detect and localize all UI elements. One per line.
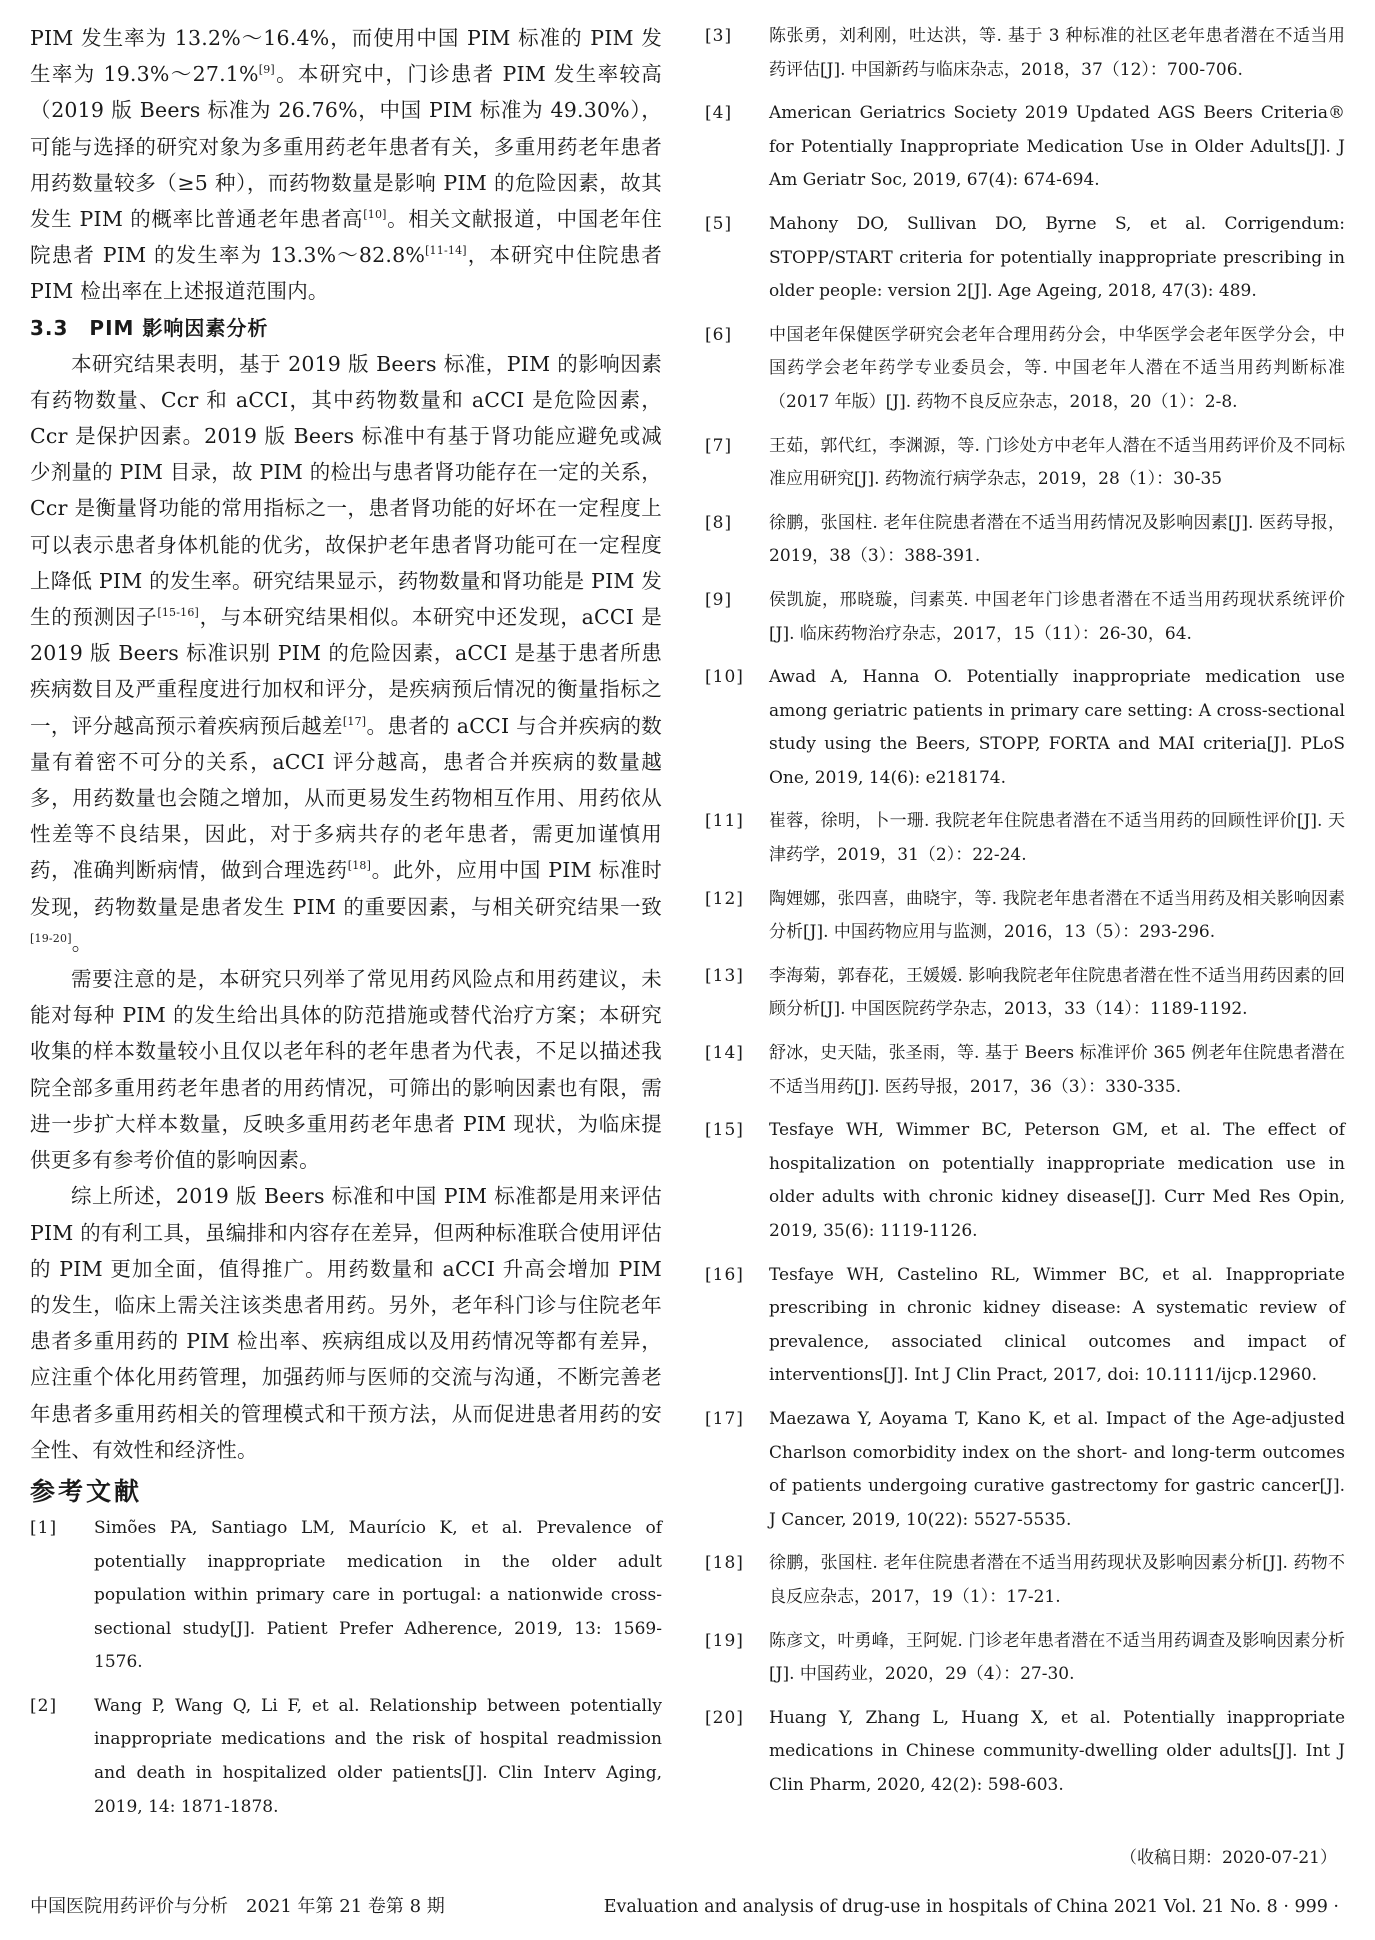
reference-item [705,97,1345,198]
citation: [17] [342,714,367,728]
reference-list-right [705,20,1345,1803]
reference-text: 陈彦文，叶勇峰，王阿妮. 门诊老年患者潜在不适当用药调查及影响因素分析[J]. 中国药业，2020，29（4）：27-30. [769,1630,1345,1685]
reference-text: 陈张勇，刘利刚，吐达洪，等. 基于 3 种标准的社区老年患者潜在不适当用药评估[J]. 中国新药与临床杂志，2018，37（12）：700-706. [769,26,1345,80]
reference-item [705,1547,1345,1614]
reference-list-left [30,1512,662,1824]
reference-number: [6] [705,324,733,345]
reference-item [705,805,1345,872]
reference-item [705,584,1345,651]
citation: [15-16] [157,606,200,620]
reference-number: [16] [705,1264,744,1285]
reference-item [30,1512,662,1680]
reference-number: [2] [30,1695,58,1716]
right-column [705,20,1345,1813]
reference-text: 王茹，郭代红，李渊源，等. 门诊处方中老年人潜在不适当用药评价及不同标准应用研究[J]. 药物流行病学杂志，2019，28（1）：30-35 [769,435,1345,490]
received-date: （收稿日期：2020-07-21） [1119,1848,1337,1868]
reference-text: Mahony DO, Sullivan DO, Byrne S, et al. Corrigendum: STOPP/START criteria for potentially inappropriate prescribing in older people: version 2[J]. Age Ageing, 2018, 47(3): 489. [769,213,1345,302]
footer-journal-cn: 中国医院用药评价与分析 2021 年第 21 卷第 8 期 [30,1896,445,1917]
reference-text: American Geriatrics Society 2019 Updated AGS Beers Criteria® for Potentially Inappropriate Medication Use in Older Adults[J]. J Am Geriatr Soc, 2019, 67(4): 674-694. [769,103,1345,191]
citation: [19-20] [30,932,72,946]
footer-journal-en: Evaluation and analysis of drug-use in hospitals of China 2021 Vol. 21 No. 8 · 999 · [603,1897,1339,1917]
reference-number: [19] [705,1630,744,1651]
reference-item [705,208,1345,309]
reference-item [705,1037,1345,1104]
reference-number: [3] [705,26,733,46]
reference-text: Maezawa Y, Aoyama T, Kano K, et al. Impact of the Age-adjusted Charlson comorbidity index on the short- and long-term outcomes of patients undergoing curative gastrectomy for gastric cancer[J]. J Cancer, 2019, 10(22): 5527-5535. [769,1408,1345,1530]
reference-number: [11] [705,811,744,832]
reference-text: Wang P, Wang Q, Li F, et al. Relationship between potentially inappropriate medications and the risk of hospital readmission and death in hospitalized older patients[J]. Clin Interv Aging, 2019, 14: 1871-1878. [94,1695,662,1817]
reference-number: [13] [705,965,744,986]
paragraph-factors: 本研究结果表明，基于 2019 版 Beers 标准，PIM 的影响因素有药物数量、Ccr 和 aCCI，其中药物数量和 aCCI 是危险因素，Ccr 是保护因素。2019 版 Beers 标准中有基于肾功能应避免或减少剂量的 PIM 目录，故 PIM 的检出与患者肾功能存在一定的关系，Ccr 是衡量肾功能的常用指标之一，患者肾功能的好坏在一定程度上可以表示患者身体机能的优劣，故保护老年患者肾功能可在一定程度上降低 PIM 的发生率。研究结果显示，药物数量和肾功能是 PIM 发生的预测因子[15-16]，与本研究结果相似。本研究中还发现，aCCI 是 2019 版 Beers 标准识别 PIM 的危险因素，aCCI 是基于患者所患疾病数目及严重程度进行加权和评分，是疾病预后情况的衡量指标之一，评分越高预示着疾病预后越差[17]。患者的 aCCI 与合并疾病的数量有着密不可分的关系，aCCI 评分越高，患者合并疾病的数量越多，用药数量也会随之增加，从而更易发生药物相互作用、用药依从性差等不良结果，因此，对于多病共存的老年患者，需更加谨慎用药，准确判断病情，做到合理选药[18]。此外，应用中国 PIM 标准时发现，药物数量是患者发生 PIM 的重要因素，与相关研究结果一致[19-20]。 [30,351,663,955]
references-heading: 参考文献 [30,1476,143,1506]
reference-text: Simões PA, Santiago LM, Maurício K, et al. Prevalence of potentially inappropriate medication in the older adult population within primary care in portugal: a nationwide cross-sectional study[J]. Patient Prefer Adherence, 2019, 13: 1569-1576. [94,1517,662,1673]
reference-number: [4] [705,103,733,124]
reference-text: Huang Y, Zhang L, Huang X, et al. Potentially inappropriate medications in Chinese community-dwelling older adults[J]. Int J Clin Pharm, 2020, 42(2): 598-603. [769,1707,1345,1795]
reference-text: Tesfaye WH, Castelino RL, Wimmer BC, et al. Inappropriate prescribing in chronic kidney disease: A systematic review of prevalence, associated clinical outcomes and impact of interventions[J]. Int J Clin Pract, 2017, doi: 10.1111/ijcp.12960. [769,1264,1345,1386]
reference-number: [20] [705,1707,744,1728]
reference-item [705,20,1345,87]
reference-number: [12] [705,888,744,909]
reference-text: 徐鹏，张国柱. 老年住院患者潜在不适当用药情况及影响因素[J]. 医药导报，2019，38（3）：388-391. [769,512,1345,567]
citation: [10] [363,208,387,222]
citation: [11-14] [425,244,467,258]
reference-item [705,319,1345,420]
reference-item [705,1625,1345,1692]
reference-item [705,1702,1345,1803]
reference-text: 舒冰，史天陆，张圣雨，等. 基于 Beers 标准评价 365 例老年住院患者潜在不适当用药[J]. 医药导报，2017，36（3）：330-335. [769,1043,1345,1097]
reference-text: 侯凯旋，邢晓璇，闫素英. 中国老年门诊患者潜在不适当用药现状系统评价[J]. 临床药物治疗杂志，2017，15（11）：26-30，64. [769,589,1345,644]
section-heading-3-3: 3.3 PIM 影响因素分析 [30,315,269,340]
left-column [30,20,662,1834]
reference-item [705,883,1345,950]
paragraph-pim-incidence: PIM 发生率为 13.2%～16.4%，而使用中国 PIM 标准的 PIM 发生率为 19.3%～27.1%[9]。本研究中，门诊患者 PIM 发生率较高（2019 版 Beers 标准为 26.76%，中国 PIM 标准为 49.30%），可能与选择的研究对象为多重用药老年患者有关，多重用药老年患者用药数量较多（≥5 种），而药物数量是影响 PIM 的危险因素，故其发生 PIM 的概率比普通老年患者高[10]。相关文献报道，中国老年住院患者 PIM 的发生率为 13.3%～82.8%[11-14]，本研究中住院患者 PIM 检出率在上述报道范围内。 [30,26,663,304]
citation: [18] [347,859,372,873]
reference-text: 陶娌娜，张四喜，曲晓宇，等. 我院老年患者潜在不适当用药及相关影响因素分析[J]. 中国药物应用与监测，2016，13（5）：293-296. [769,888,1345,943]
reference-number: [5] [705,213,733,234]
reference-number: [8] [705,512,733,533]
reference-number: [10] [705,667,744,688]
reference-text: 李海菊，郭春花，王媛媛. 影响我院老年住院患者潜在性不适当用药因素的回顾分析[J]. 中国医院药学杂志，2013，33（14）：1189-1192. [769,965,1345,1020]
reference-item [705,960,1345,1027]
reference-item [705,1114,1345,1248]
reference-item [30,1690,662,1824]
reference-number: [18] [705,1553,744,1574]
reference-number: [9] [705,589,733,610]
reference-item [705,430,1345,497]
paragraph-limitations: 需要注意的是，本研究只列举了常见用药风险点和用药建议，未能对每种 PIM 的发生给出具体的防范措施或替代治疗方案；本研究收集的样本数量较小且仅以老年科的老年患者为代表，不足以描述我院全部多重用药老年患者的用药情况，可筛出的影响因素也有限，需进一步扩大样本数量，反映多重用药老年患者 PIM 现状，为临床提供更多有参考价值的影响因素。 [30,967,662,1173]
reference-item [705,1403,1345,1537]
reference-number: [17] [705,1408,744,1429]
reference-number: [15] [705,1120,744,1141]
paragraph-conclusion: 综上所述，2019 版 Beers 标准和中国 PIM 标准都是用来评估 PIM 的有利工具，虽编排和内容存在差异，但两种标准联合使用评估的 PIM 更加全面，值得推广。用药数量和 aCCI 升高会增加 PIM 的发生，临床上需关注该类患者用药。另外，老年科门诊与住院老年患者多重用药的 PIM 检出率、疾病组成以及用药情况等都有差异，应注重个体化用药管理，加强药师与医师的交流与沟通，不断完善老年患者多重用药相关的管理模式和干预方法，从而促进患者用药的安全性、有效性和经济性。 [30,1184,662,1462]
reference-number: [14] [705,1043,744,1064]
reference-item [705,661,1345,795]
reference-text: 中国老年保健医学研究会老年合理用药分会，中华医学会老年医学分会，中国药学会老年药学专业委员会，等. 中国老年人潜在不适当用药判断标准（2017 年版）[J]. 药物不良反应杂志，2018，20（1）：2-8. [769,324,1345,412]
reference-item [705,1259,1345,1393]
reference-text: 崔蓉，徐明，卜一珊. 我院老年住院患者潜在不适当用药的回顾性评价[J]. 天津药学，2019，31（2）：22-24. [769,811,1345,866]
reference-item [705,507,1345,574]
reference-text: Tesfaye WH, Wimmer BC, Peterson GM, et al. The effect of hospitalization on potentially inappropriate medication use in older adults with chronic kidney disease[J]. Curr Med Res Opin, 2019, 35(6): 1119-1126. [769,1120,1345,1241]
reference-number: [7] [705,435,733,456]
reference-number: [1] [30,1517,58,1538]
reference-text: 徐鹏，张国柱. 老年住院患者潜在不适当用药现状及影响因素分析[J]. 药物不良反应杂志，2017，19（1）：17-21. [769,1553,1345,1607]
citation: [9] [258,63,275,77]
reference-text: Awad A, Hanna O. Potentially inappropriate medication use among geriatric patients in primary care setting: A cross-sectional study using the Beers, STOPP, FORTA and MAI criteria[J]. PLoS One, 2019, 14(6): e218174. [769,667,1345,788]
